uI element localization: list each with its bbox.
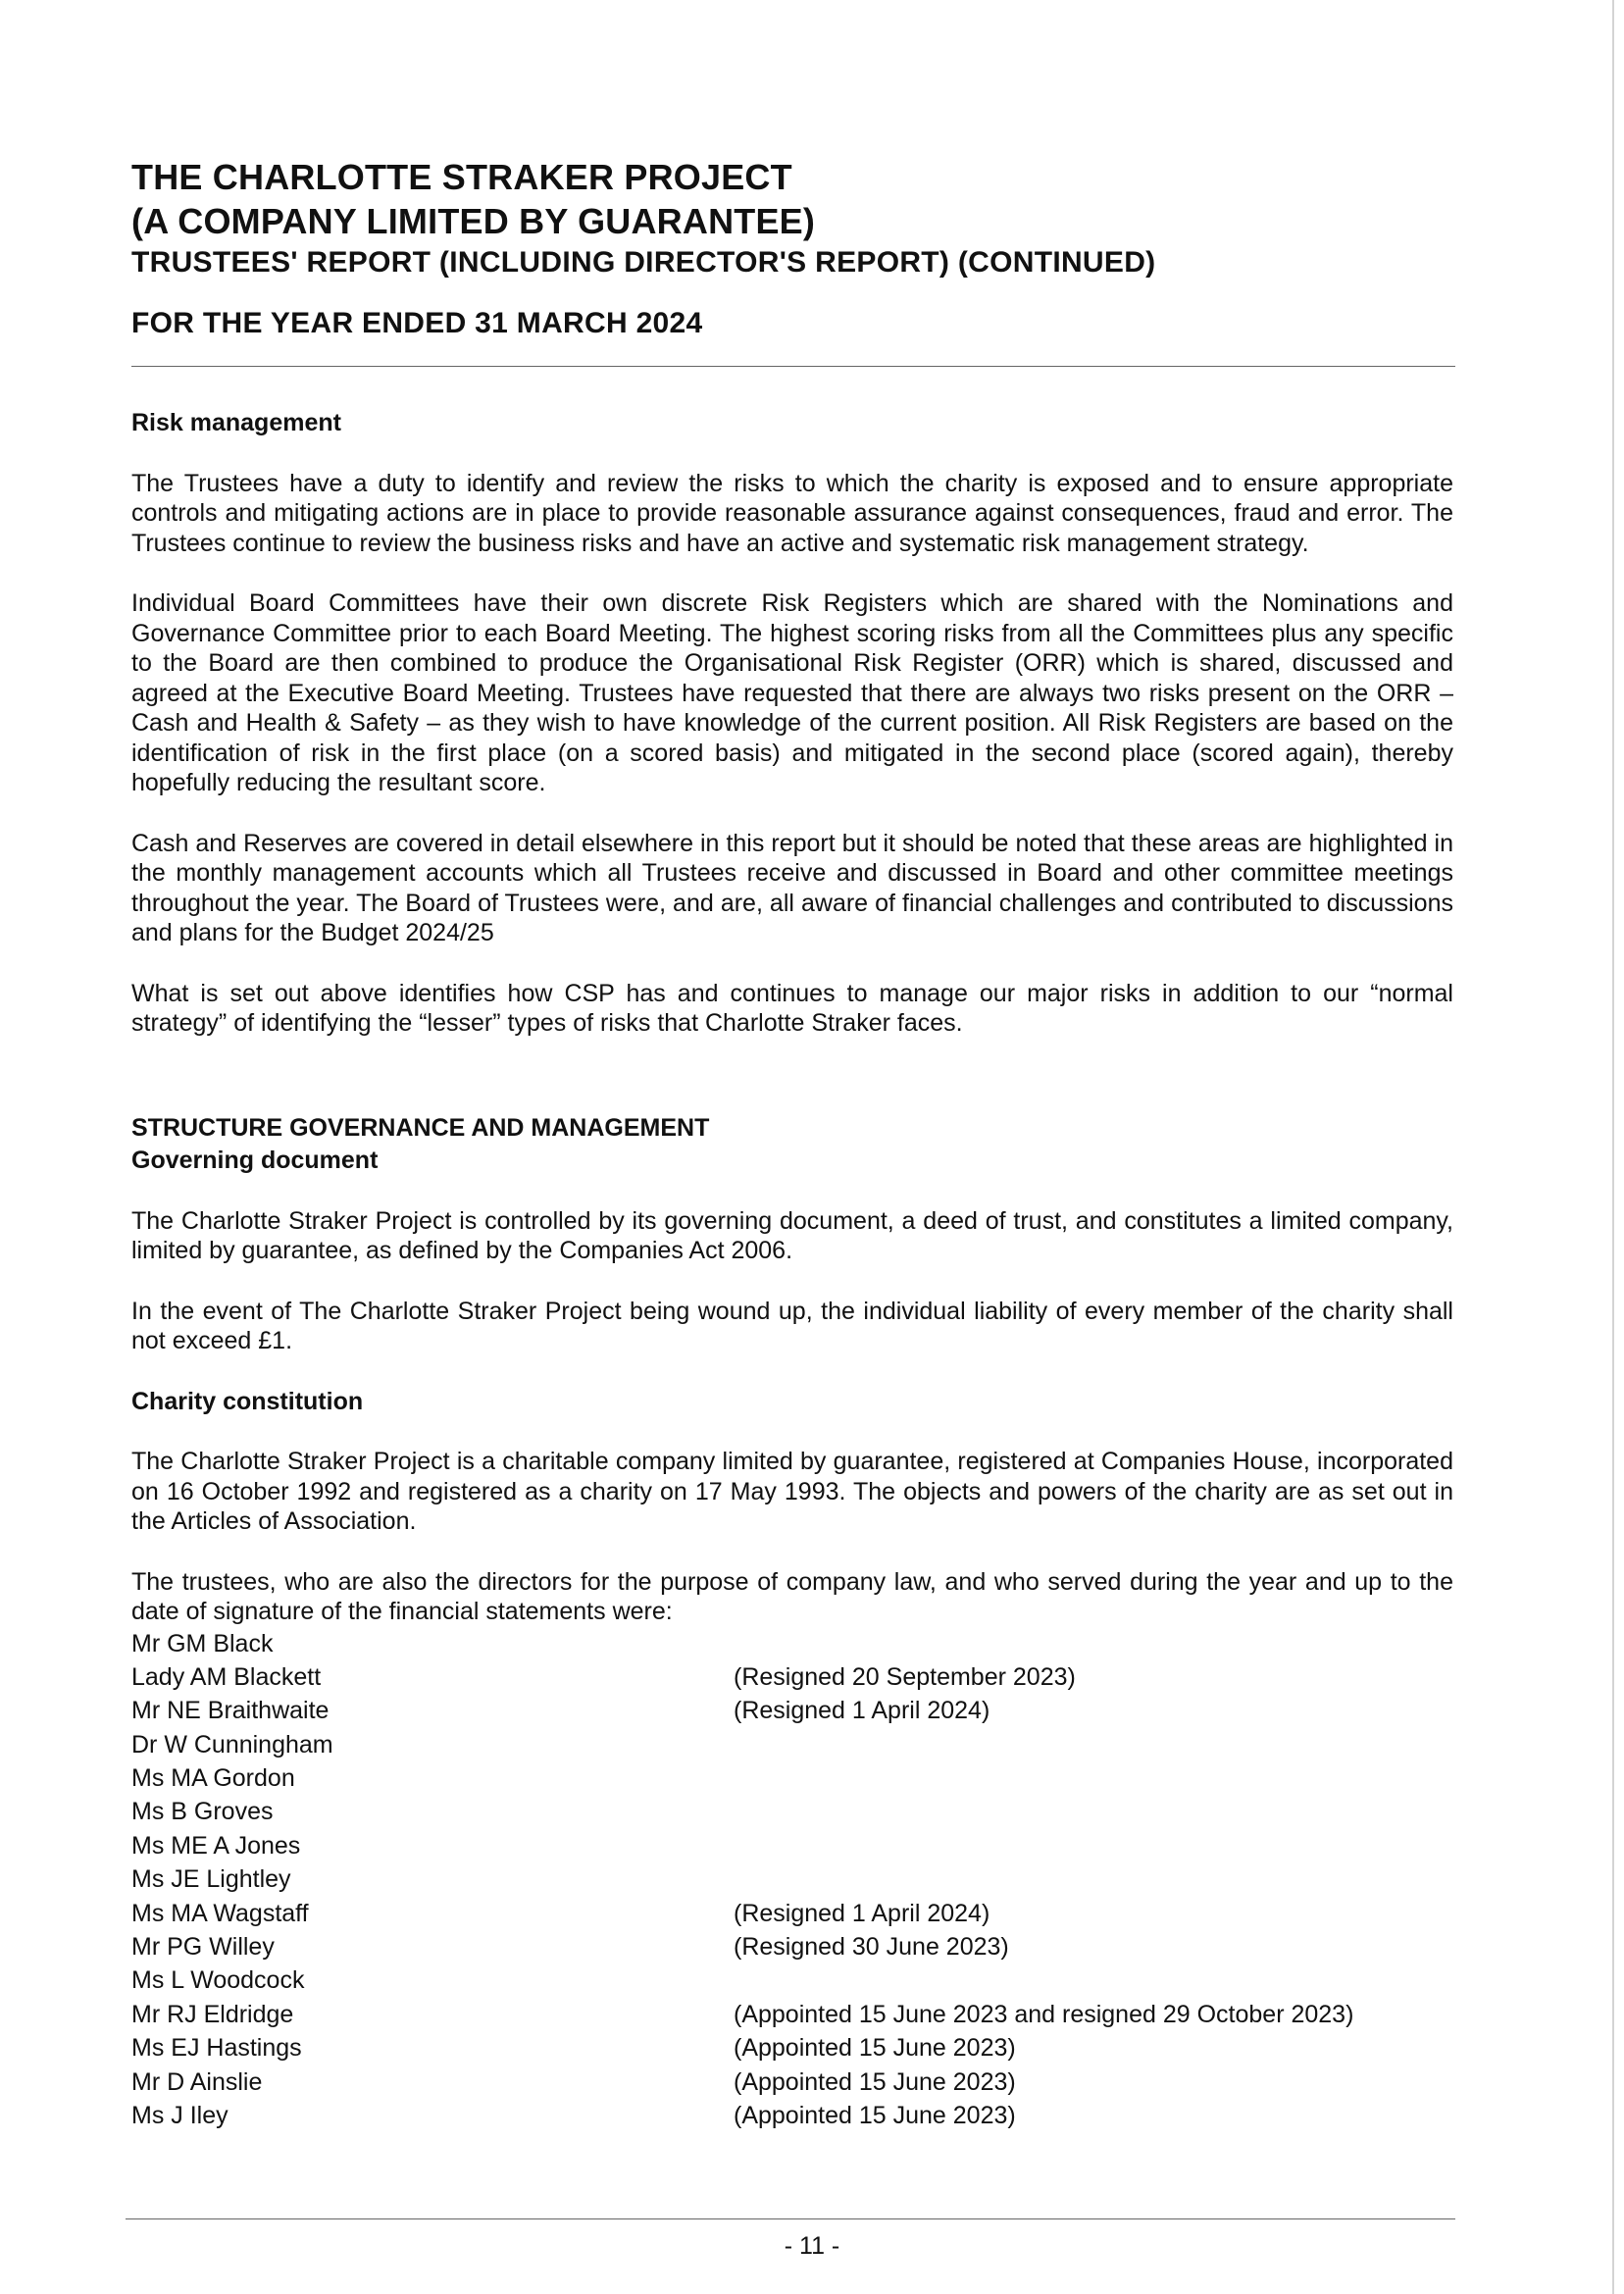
- governing-paragraph-1: The Charlotte Straker Project is controlled by its governing document, a deed of trust, and constitutes a limited company, limited by guarantee, as defined by the Companies Act 2006.: [131, 1206, 1453, 1264]
- charity-constitution-heading: Charity constitution: [131, 1387, 364, 1415]
- company-name: THE CHARLOTTE STRAKER PROJECT: [131, 157, 792, 197]
- trustee-row: [131, 1862, 1453, 1896]
- footer-divider: [126, 2218, 1455, 2219]
- trustee-name: Mr RJ Eldridge: [131, 2000, 294, 2028]
- trustee-name: Ms L Woodcock: [131, 1966, 305, 1995]
- trustee-row: [131, 1795, 1453, 1828]
- trustee-row: [131, 2031, 1453, 2065]
- risk-paragraph-1: The Trustees have a duty to identify and review the risks to which the charity is exposed and to ensure appropriate controls and mitigating actions are in place to provide reasonable assurance against consequences, fraud and error. The Trustees continue to review the business risks and have an active and systematic risk management strategy.: [131, 469, 1453, 557]
- trustee-row: [131, 1627, 1453, 1660]
- trustee-name: Mr PG Willey: [131, 1933, 275, 1962]
- trustee-row: [131, 2065, 1453, 2099]
- trustee-name: Ms EJ Hastings: [131, 2034, 302, 2063]
- trustee-note: (Appointed 15 June 2023): [734, 2067, 1016, 2096]
- page-number: - 11 -: [784, 2232, 840, 2260]
- trustee-row: [131, 2099, 1453, 2132]
- company-type: (A COMPANY LIMITED BY GUARANTEE): [131, 201, 816, 241]
- trustee-note: (Resigned 1 April 2024): [734, 1697, 990, 1725]
- risk-management-heading: Risk management: [131, 409, 341, 436]
- governing-paragraph-2: In the event of The Charlotte Straker Project being wound up, the individual liability of every member of the charity shall not exceed £1.: [131, 1297, 1453, 1354]
- trustee-name: Mr NE Braithwaite: [131, 1697, 330, 1725]
- trustee-name: Ms MA Gordon: [131, 1764, 295, 1793]
- trustee-row: [131, 1728, 1453, 1761]
- trustee-name: Ms JE Lightley: [131, 1865, 291, 1894]
- constitution-paragraph-1: The Charlotte Straker Project is a charitable company limited by guarantee, registered at Companies House, incorporated on 16 October 1992 and registered as a charity on 17 May 1993. The objects and powers of the charity are as set out in the Articles of Association.: [131, 1448, 1453, 1535]
- trustee-note: (Resigned 1 April 2024): [734, 1899, 990, 1927]
- page-edge-line: [1612, 0, 1614, 2294]
- report-body: [131, 408, 1453, 2132]
- trustee-row: [131, 1998, 1453, 2031]
- structure-heading: STRUCTURE GOVERNANCE AND MANAGEMENT: [131, 1113, 710, 1142]
- report-header: [131, 155, 1455, 343]
- trustee-name: Ms B Groves: [131, 1798, 274, 1826]
- trustee-row: [131, 1930, 1453, 1963]
- trustee-note: (Appointed 15 June 2023): [734, 2101, 1016, 2129]
- trustee-row: [131, 1963, 1453, 1997]
- trustee-row: [131, 1897, 1453, 1930]
- trustee-name: Ms ME A Jones: [131, 1831, 301, 1860]
- trustee-name: Dr W Cunningham: [131, 1730, 333, 1759]
- trustee-name: Lady AM Blackett: [131, 1662, 322, 1691]
- trustee-note: (Resigned 30 June 2023): [734, 1933, 1009, 1962]
- report-subtitle: TRUSTEES' REPORT (INCLUDING DIRECTOR'S REPORT) (CONTINUED): [131, 246, 1156, 279]
- trustee-note: (Appointed 15 June 2023 and resigned 29 October 2023): [734, 2000, 1354, 2028]
- header-divider: [131, 366, 1455, 367]
- trustee-row: [131, 1761, 1453, 1795]
- trustee-note: (Appointed 15 June 2023): [734, 2034, 1016, 2063]
- governing-document-heading: Governing document: [131, 1147, 379, 1174]
- constitution-paragraph-2: The trustees, who are also the directors for the purpose of company law, and who served during the year and up to the date of signature of the financial statements were:: [131, 1567, 1453, 1625]
- trustee-name: Mr GM Black: [131, 1629, 274, 1657]
- risk-paragraph-2: Individual Board Committees have their own discrete Risk Registers which are shared with the Nominations and Governance Committee prior to each Board Meeting. The highest scoring risks from all the Committees plus any specific to the Board are then combined to produce the Organisational Risk Register (ORR) which is shared, discussed and agreed at the Executive Board Meeting. Trustees have requested that there are always two risks present on the ORR – Cash and Health & Safety – as they wish to have knowledge of the current position. All Risk Registers are based on the identification of risk in the first place (on a scored basis) and mitigated in the second place (scored again), thereby hopefully reducing the resultant score.: [131, 589, 1453, 796]
- risk-paragraph-3: Cash and Reserves are covered in detail elsewhere in this report but it should be noted that these areas are highlighted in the monthly management accounts which all Trustees receive and discussed in Board and other committee meetings throughout the year. The Board of Trustees were, and are, all aware of financial challenges and contributed to discussions and plans for the Budget 2024/25: [131, 829, 1453, 946]
- trustee-row: [131, 1694, 1453, 1727]
- trustee-row: [131, 1829, 1453, 1862]
- trustee-name: Ms MA Wagstaff: [131, 1899, 309, 1927]
- risk-paragraph-4: What is set out above identifies how CSP has and continues to manage our major risks in addition to our “normal strategy” of identifying the “lesser” types of risks that Charlotte Straker faces.: [131, 979, 1453, 1037]
- trustee-list: [131, 1627, 1453, 2133]
- trustee-name: Ms J Iley: [131, 2101, 228, 2129]
- trustee-row: [131, 1660, 1453, 1694]
- report-period: FOR THE YEAR ENDED 31 MARCH 2024: [131, 307, 703, 339]
- trustee-name: Mr D Ainslie: [131, 2067, 263, 2096]
- trustee-note: (Resigned 20 September 2023): [734, 1662, 1076, 1691]
